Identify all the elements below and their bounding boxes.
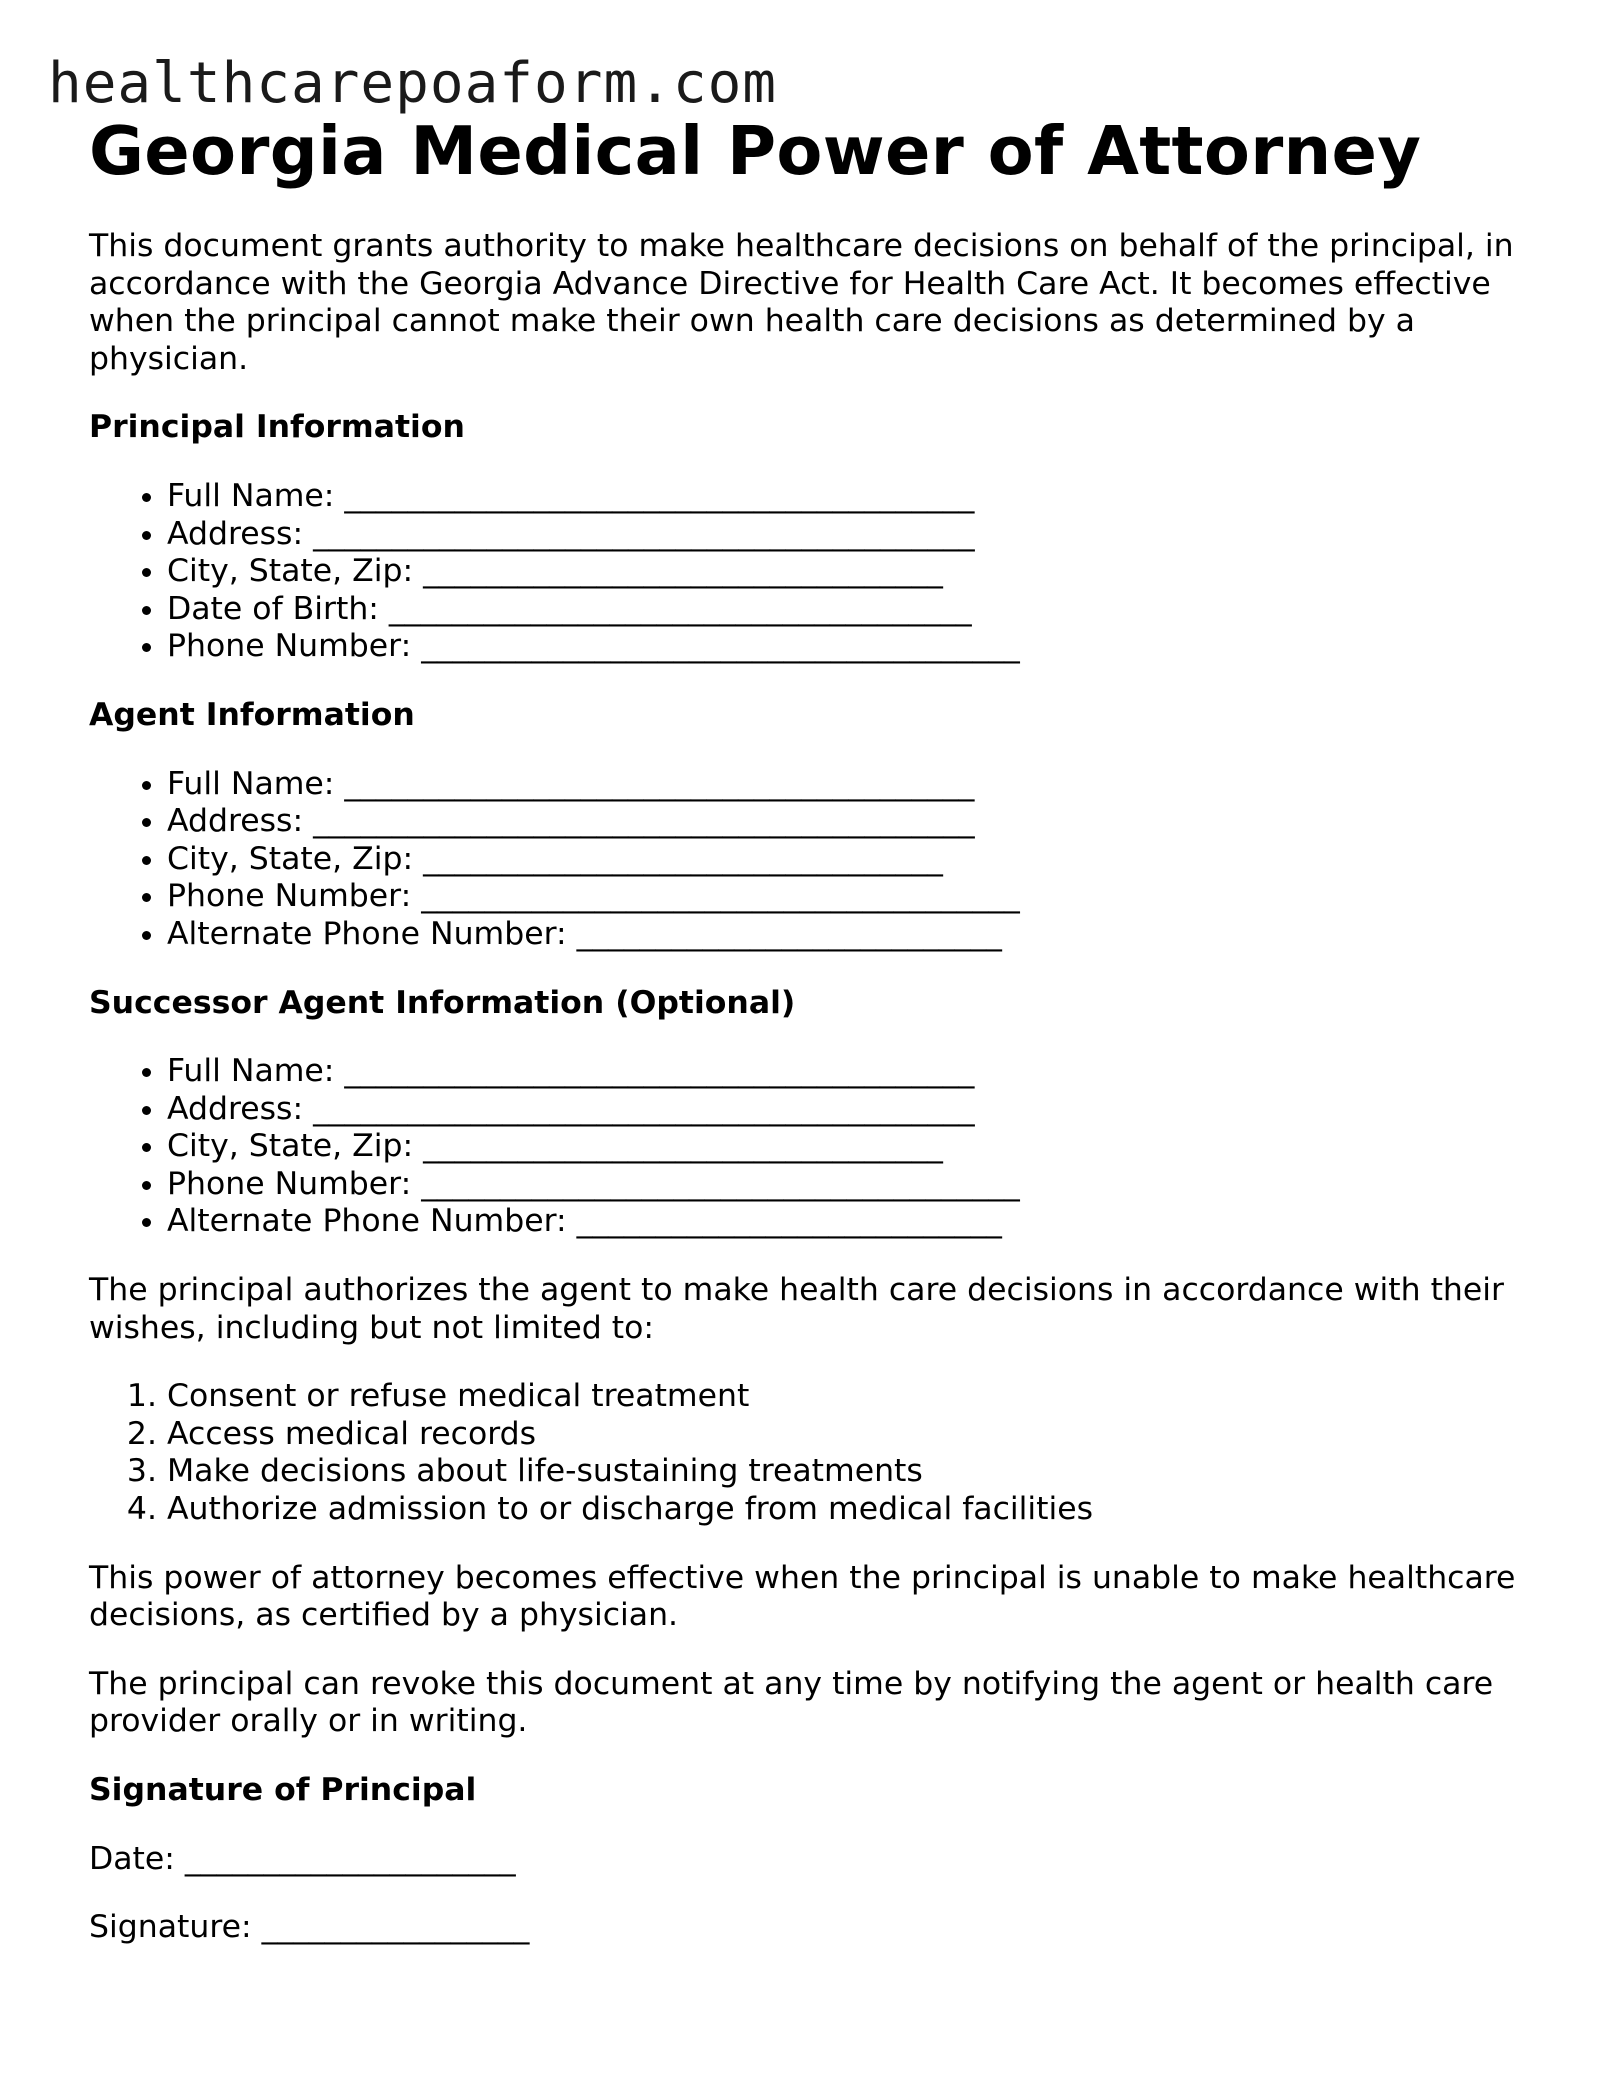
agent-fields-list: [89, 766, 1539, 954]
principal-section-heading: Principal Information: [89, 409, 465, 446]
successor-fields-list: [89, 1053, 1539, 1241]
agent-full-name-field[interactable]: • Full Name: ________________________________________: [167, 766, 1539, 804]
authorities-list: [89, 1378, 1539, 1528]
agent-alternate-phone-field[interactable]: • Alternate Phone Number: ___________________________: [167, 916, 1539, 954]
principal-address-field[interactable]: • Address: __________________________________________: [167, 516, 1539, 554]
principal-fields-list: [89, 478, 1539, 666]
document-page: [89, 108, 1539, 1947]
signature-section-heading: Signature of Principal: [89, 1772, 477, 1808]
authority-item: 4. Authorize admission to or discharge from medical facilities: [167, 1491, 1539, 1529]
successor-full-name-field[interactable]: • Full Name: ________________________________________: [167, 1053, 1539, 1091]
successor-address-field[interactable]: • Address: __________________________________________: [167, 1091, 1539, 1129]
successor-phone-number-field[interactable]: • Phone Number: ______________________________________: [167, 1166, 1539, 1204]
authority-intro-paragraph: The principal authorizes the agent to make health care decisions in accordance with their wishes, including but not limited to:: [89, 1272, 1504, 1346]
principal-city-state-zip-field[interactable]: • City, State, Zip: _________________________________: [167, 553, 1539, 591]
revoke-paragraph: The principal can revoke this document at any time by notifying the agent or health care provider orally or in writing.: [89, 1665, 1494, 1740]
signature-date-field[interactable]: Date: _____________________: [89, 1840, 516, 1877]
site-watermark: healthcarepoaform.com: [48, 51, 778, 116]
authority-item: 3. Make decisions about life-sustaining treatments: [167, 1453, 1539, 1491]
agent-city-state-zip-field[interactable]: • City, State, Zip: _________________________________: [167, 841, 1539, 879]
agent-address-field[interactable]: • Address: __________________________________________: [167, 803, 1539, 841]
agent-phone-number-field[interactable]: • Phone Number: ______________________________________: [167, 878, 1539, 916]
intro-paragraph: This document grants authority to make healthcare decisions on behalf of the principal, in accordance with the Georgia Advance Directive for Health Care Act. It becomes effective when the principal cannot make their own health care decisions as determined by a physician.: [89, 228, 1514, 377]
principal-phone-number-field[interactable]: • Phone Number: ______________________________________: [167, 628, 1539, 666]
principal-date-of-birth-field[interactable]: • Date of Birth: _____________________________________: [167, 591, 1539, 629]
authority-item: 1. Consent or refuse medical treatment: [167, 1378, 1539, 1416]
effective-paragraph: This power of attorney becomes effective when the principal is unable to make healthcare decisions, as certified by a physician.: [89, 1559, 1516, 1634]
signature-field[interactable]: Signature: _________________: [89, 1909, 530, 1946]
successor-city-state-zip-field[interactable]: • City, State, Zip: _________________________________: [167, 1128, 1539, 1166]
page-title: Georgia Medical Power of Attorney: [89, 112, 1422, 190]
authority-item: 2. Access medical records: [167, 1416, 1539, 1454]
principal-full-name-field[interactable]: • Full Name: ________________________________________: [167, 478, 1539, 516]
successor-section-heading: Successor Agent Information (Optional): [89, 984, 796, 1021]
agent-section-heading: Agent Information: [89, 696, 415, 733]
successor-alternate-phone-field[interactable]: • Alternate Phone Number: ___________________________: [167, 1203, 1539, 1241]
